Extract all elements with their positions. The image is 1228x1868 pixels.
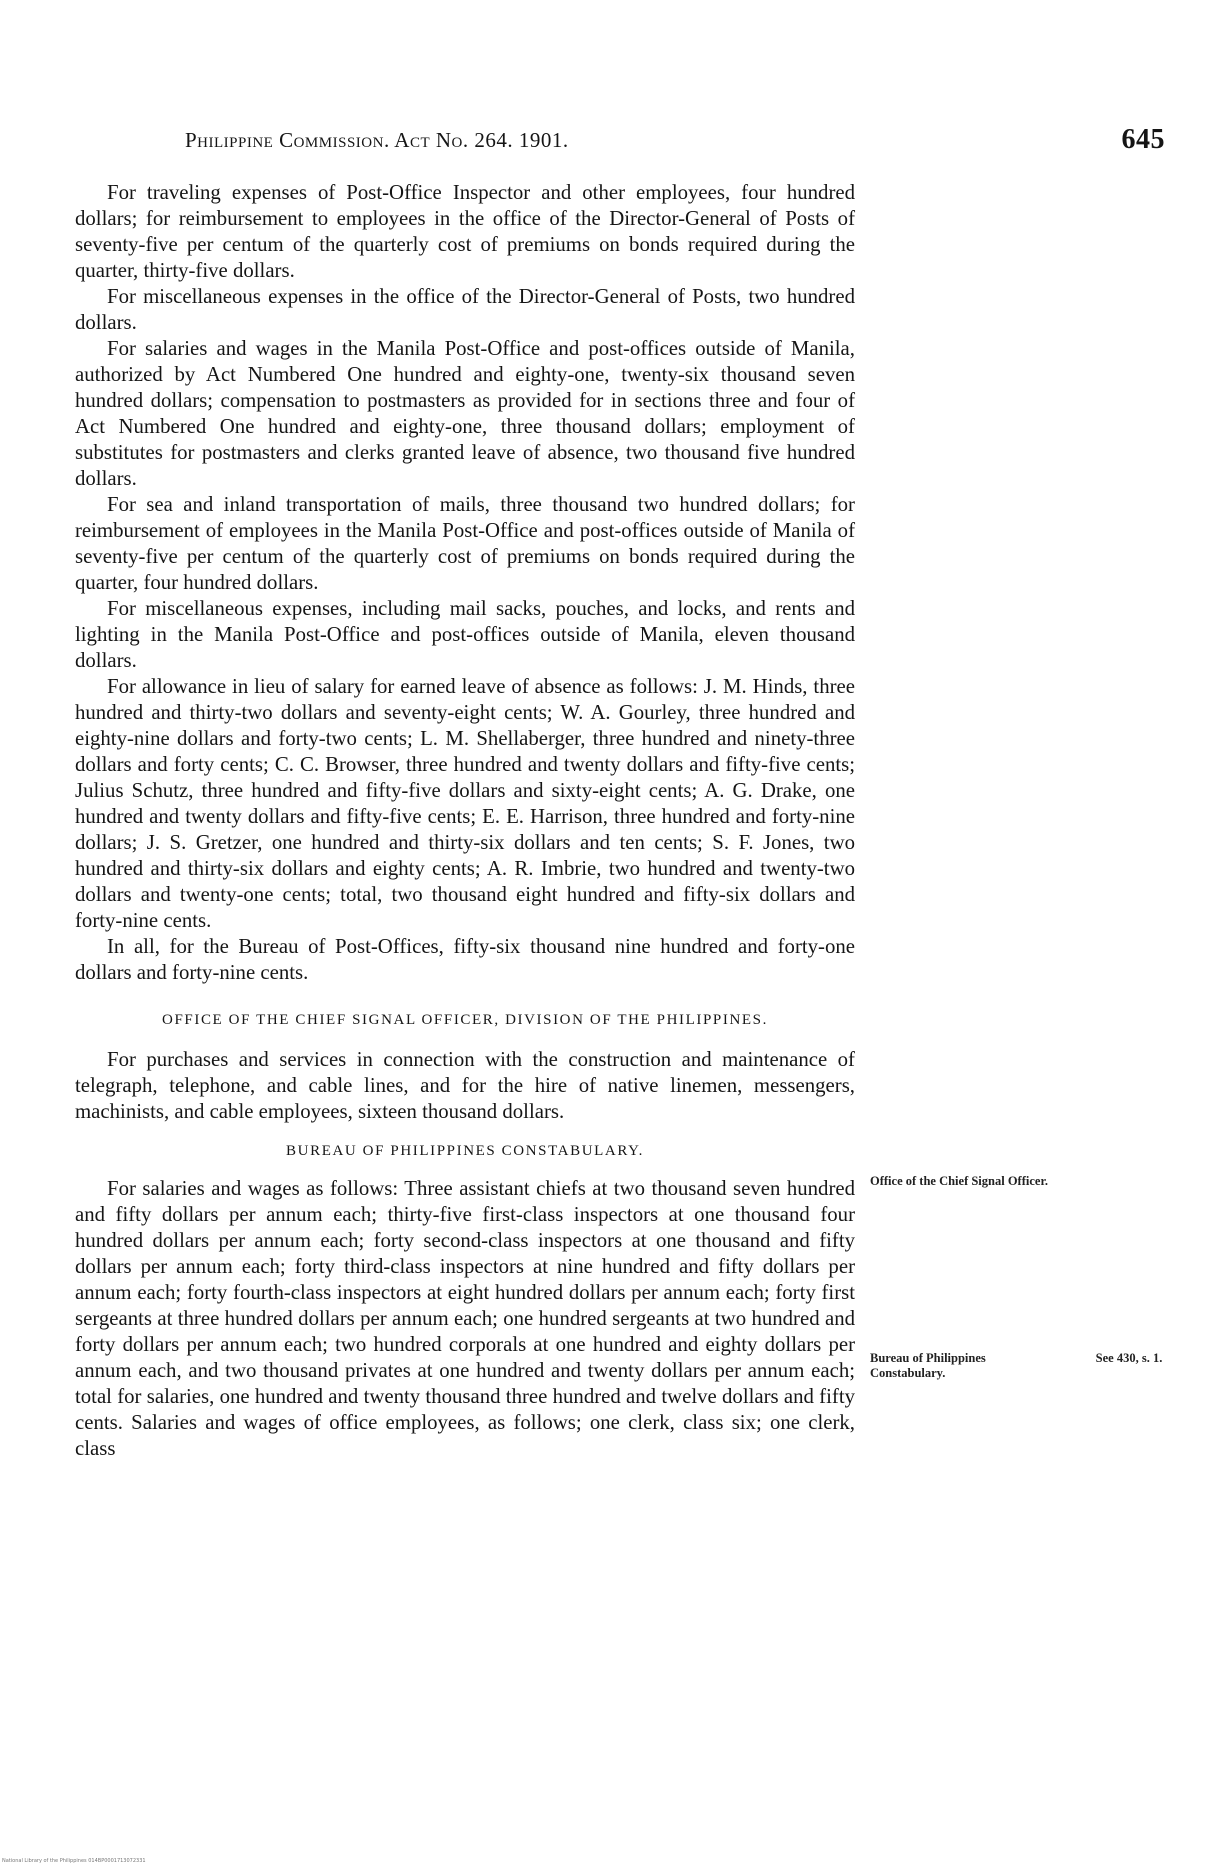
heading-signal-officer: OFFICE OF THE CHIEF SIGNAL OFFICER, DIVISION OF THE PHILIPPINES. xyxy=(162,1012,768,1028)
paragraph-post-office-inspector: For traveling expenses of Post-Office Inspector and other employees, four hundred dollars; for reimbursement to employees in the office of the Director-General of Posts of seventy-five per centum of the quarterly cost of premiums on bonds required during the quarter, thirty-five dollars. xyxy=(75,181,855,282)
page-header xyxy=(185,124,1165,168)
paragraph-director-general-misc: For miscellaneous expenses in the office of the Director-General of Posts, two hundred dollars. xyxy=(75,285,855,334)
page-number: 645 xyxy=(1121,124,1165,155)
margin-reference: See 430, s. 1. xyxy=(1095,1351,1163,1365)
paragraph-telegraph-lines: For purchases and services in connection with the construction and maintenance of telegraph, telephone, and cable lines, and for the hire of native linemen, messengers, machinists, and cable employees, sixteen thousand dollars. xyxy=(75,1048,855,1123)
paragraph-mail-transportation: For sea and inland transportation of mails, three thousand two hundred dollars; for reimbursement of employees in the Manila Post-Office and post-offices outside of Manila of seventy-five per centum of the quarterly cost of premiums on bonds required during the quarter, four hundred dollars. xyxy=(75,493,855,594)
running-head: Philippine Commission. Act No. 264. 1901. xyxy=(185,128,569,152)
paragraph-post-offices-total: In all, for the Bureau of Post-Offices, fifty-six thousand nine hundred and forty-one dollars and forty-nine cents. xyxy=(75,935,855,984)
paragraph-manila-post-office-salaries: For salaries and wages in the Manila Post-Office and post-offices outside of Manila, authorized by Act Numbered One hundred and eighty-one, twenty-six thousand seven hundred dollars; compensation to postmasters as provided for in sections three and four of Act Numbered One hundred and eighty-one, three thousand dollars; employment of substitutes for postmasters and clerks granted leave of absence, two thousand five hundred dollars. xyxy=(75,337,855,490)
paragraph-mail-misc-expenses: For miscellaneous expenses, including mail sacks, pouches, and locks, and rents and lighting in the Manila Post-Office and post-offices outside of Manila, eleven thousand dollars. xyxy=(75,597,855,672)
body-text xyxy=(75,180,855,1462)
library-stamp: National Library of the Philippines 014BP0001713072331 xyxy=(2,1858,146,1864)
margin-note-signal-officer: Office of the Chief Signal Officer. xyxy=(870,1174,1048,1188)
heading-constabulary: BUREAU OF PHILIPPINES CONSTABULARY. xyxy=(286,1143,644,1159)
paragraph-constabulary-salaries: For salaries and wages as follows: Three assistant chiefs at two thousand seven hundred and fifty dollars per annum each; thirty-five first-class inspectors at one thousand four hundred dollars per annum each; forty second-class inspectors at one thousand and fifty dollars per annum each; forty third-class inspectors at nine hundred and fifty dollars per annum each; forty fourth-class inspectors at eight hundred dollars per annum each; forty first sergeants at three hundred dollars per annum each; one hundred sergeants at two hundred and forty dollars per annum each; two hundred corporals at one hundred and eighty dollars per annum each, and two thousand privates at one hundred and twenty dollars per annum each; total for salaries, one hundred and twenty thousand three hundred and twelve dollars and fifty cents. Salaries and wages of office employees, as follows; one clerk, class six; one clerk, class xyxy=(75,1177,855,1460)
paragraph-leave-allowance: For allowance in lieu of salary for earned leave of absence as follows: J. M. Hinds, three hundred and thirty-two dollars and seventy-eight cents; W. A. Gourley, three hundred and eighty-nine dollars and forty-two cents; L. M. Shellaberger, three hundred and ninety-three dollars and forty cents; C. C. Browser, three hundred and twenty dollars and fifty-five cents; Julius Schutz, three hundred and fifty-five dollars and sixty-eight cents; A. G. Drake, one hundred and twenty dollars and fifty-five cents; E. E. Harrison, three hundred and forty-nine dollars; J. S. Gretzer, one hundred and thirty-six dollars and ten cents; S. F. Jones, two hundred and thirty-six dollars and eighty cents; A. R. Imbrie, two hundred and twenty-two dollars and twenty-one cents; total, two thousand eight hundred and fifty-six dollars and forty-nine cents. xyxy=(75,675,855,932)
margin-note-constabulary: Bureau of Philippines Constabulary. xyxy=(870,1351,986,1380)
